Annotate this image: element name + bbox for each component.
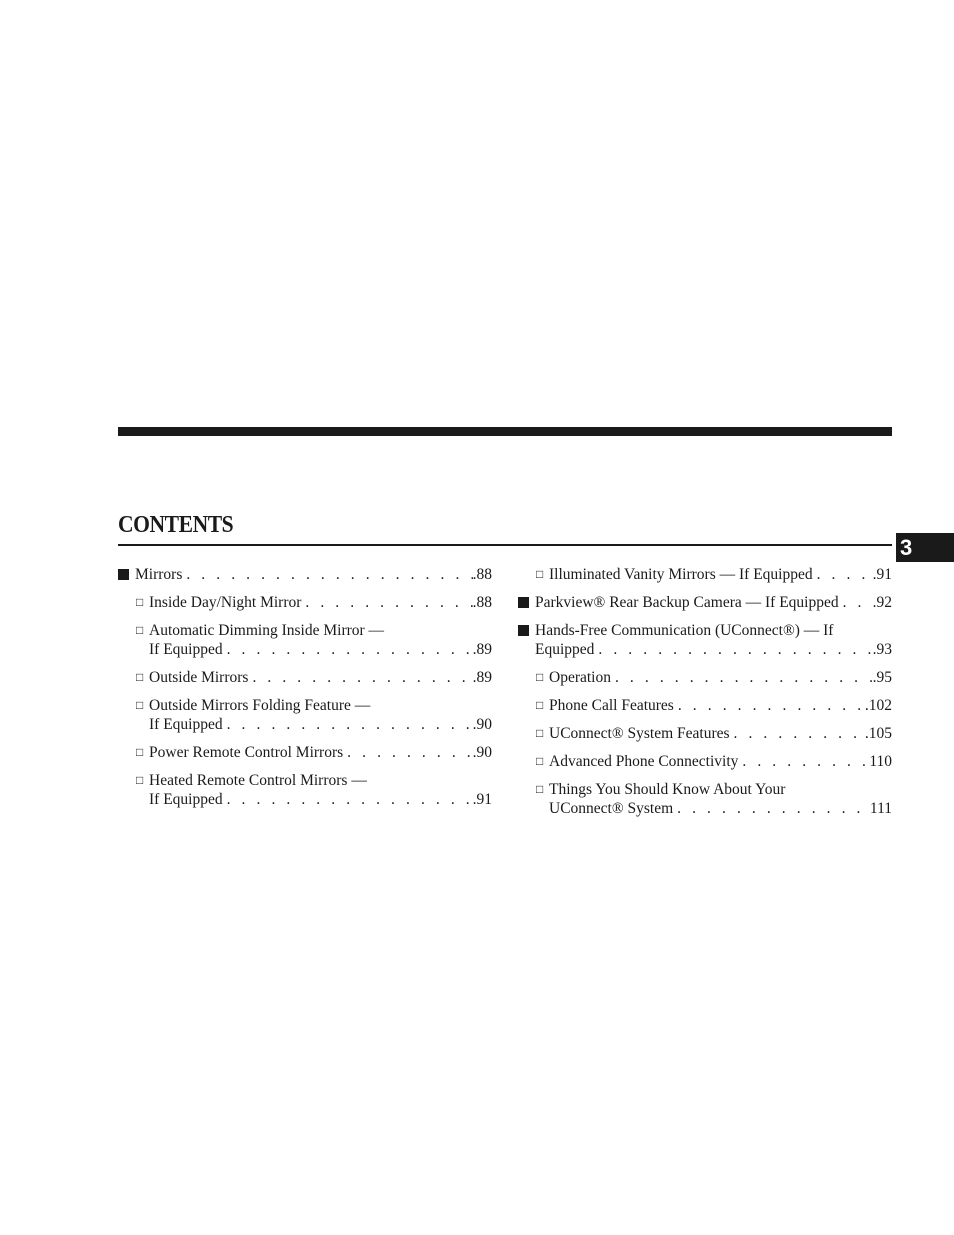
page-number: .88 bbox=[472, 566, 492, 583]
toc-right-column bbox=[518, 565, 892, 827]
toc-entry-text: Illuminated Vanity Mirrors — If Equipped bbox=[549, 566, 813, 583]
toc-entry-line bbox=[549, 696, 892, 715]
page-title: CONTENTS bbox=[118, 512, 234, 538]
toc-entry[interactable] bbox=[518, 696, 892, 715]
toc-entry-line bbox=[149, 743, 492, 762]
toc-entry-line bbox=[149, 696, 492, 715]
hollow-square-bullet-icon: □ bbox=[536, 754, 544, 768]
toc-entry-line bbox=[549, 565, 892, 584]
page-number: .92 bbox=[872, 594, 892, 611]
toc-entry[interactable] bbox=[518, 668, 892, 687]
dot-leader bbox=[813, 565, 873, 584]
filled-square-bullet-icon bbox=[518, 593, 530, 612]
page-number: .89 bbox=[472, 641, 492, 658]
page-number: .95 bbox=[872, 669, 892, 686]
toc-entry[interactable] bbox=[118, 593, 492, 612]
toc-entry[interactable] bbox=[118, 565, 492, 584]
hollow-square-bullet-icon: □ bbox=[136, 670, 144, 684]
hollow-square-bullet-icon: □ bbox=[136, 595, 144, 609]
toc-entry-text: If Equipped bbox=[149, 716, 223, 733]
toc-entry-line bbox=[549, 799, 892, 818]
toc-entry-text: If Equipped bbox=[149, 791, 223, 808]
toc-entry-line bbox=[549, 724, 892, 743]
title-rule bbox=[118, 544, 892, 546]
page-number: .91 bbox=[472, 791, 492, 808]
top-rule bbox=[118, 427, 892, 436]
toc-entry-line bbox=[149, 593, 492, 612]
toc-entry-line bbox=[149, 790, 492, 809]
hollow-square-bullet-icon: □ bbox=[536, 670, 544, 684]
toc-entry-text: Phone Call Features bbox=[549, 697, 674, 714]
toc-entry-line bbox=[149, 771, 492, 790]
dot-leader bbox=[594, 640, 872, 659]
toc-entry-text: Operation bbox=[549, 669, 611, 686]
hollow-square-bullet-icon: □ bbox=[136, 773, 144, 787]
chapter-tab: 3 bbox=[896, 533, 954, 562]
dot-leader bbox=[301, 593, 472, 612]
toc-entry-text: UConnect® System Features bbox=[549, 725, 730, 742]
toc-entry-text: Parkview® Rear Backup Camera — If Equipped bbox=[535, 594, 839, 611]
hollow-square-bullet-icon: □ bbox=[136, 745, 144, 759]
toc-entry-line bbox=[535, 593, 892, 612]
dot-leader bbox=[673, 799, 870, 818]
toc-entry-line bbox=[149, 715, 492, 734]
dot-leader bbox=[223, 640, 473, 659]
toc-entry-line bbox=[149, 640, 492, 659]
toc-entry[interactable] bbox=[518, 621, 892, 659]
toc-entry-text: Advanced Phone Connectivity bbox=[549, 753, 739, 770]
toc-entry-line bbox=[549, 668, 892, 687]
page-number: .93 bbox=[872, 641, 892, 658]
page-number: .88 bbox=[472, 594, 492, 611]
toc-entry[interactable] bbox=[518, 724, 892, 743]
hollow-square-bullet-icon: □ bbox=[536, 567, 544, 581]
toc-entry-text: Outside Mirrors bbox=[149, 669, 249, 686]
toc-entry[interactable] bbox=[518, 565, 892, 584]
toc-entry[interactable] bbox=[118, 621, 492, 659]
toc-entry[interactable] bbox=[518, 593, 892, 612]
hollow-square-bullet-icon: □ bbox=[536, 726, 544, 740]
page-number: 110 bbox=[869, 753, 892, 770]
hollow-square-bullet-icon: □ bbox=[536, 782, 544, 796]
filled-square-bullet-icon bbox=[118, 565, 130, 584]
toc-entry-text: Automatic Dimming Inside Mirror — bbox=[149, 622, 385, 639]
page-number: .102 bbox=[864, 697, 892, 714]
dot-leader bbox=[223, 790, 473, 809]
dot-leader bbox=[182, 565, 472, 584]
toc-entry[interactable] bbox=[118, 668, 492, 687]
toc-entry[interactable] bbox=[118, 771, 492, 809]
dot-leader bbox=[611, 668, 873, 687]
toc-entry-line bbox=[535, 640, 892, 659]
toc-entry-text: Equipped bbox=[535, 641, 595, 658]
toc-entry[interactable] bbox=[118, 743, 492, 762]
toc-entry-line bbox=[535, 621, 892, 640]
page-number: .90 bbox=[472, 716, 492, 733]
dot-leader bbox=[343, 743, 472, 762]
toc-entry[interactable] bbox=[518, 780, 892, 818]
hollow-square-bullet-icon: □ bbox=[536, 698, 544, 712]
page-number: 111 bbox=[869, 800, 892, 817]
page-number: .90 bbox=[472, 744, 492, 761]
toc-left-column bbox=[118, 565, 492, 818]
hollow-square-bullet-icon: □ bbox=[136, 698, 144, 712]
dot-leader bbox=[738, 752, 869, 771]
page-number: .89 bbox=[472, 669, 492, 686]
dot-leader bbox=[674, 696, 865, 715]
toc-entry-text: Power Remote Control Mirrors bbox=[149, 744, 344, 761]
toc-entry-text: Outside Mirrors Folding Feature — bbox=[149, 697, 371, 714]
toc-entry-line bbox=[549, 752, 892, 771]
page-number: .105 bbox=[864, 725, 892, 742]
toc-entry-line bbox=[149, 621, 492, 640]
toc-entry[interactable] bbox=[118, 696, 492, 734]
toc-entry[interactable] bbox=[518, 752, 892, 771]
toc-entry-text: UConnect® System bbox=[549, 800, 674, 817]
dot-leader bbox=[730, 724, 865, 743]
dot-leader bbox=[839, 593, 873, 612]
toc-entry-text: Hands-Free Communication (UConnect®) — If bbox=[535, 622, 834, 639]
toc-entry-text: Heated Remote Control Mirrors — bbox=[149, 772, 367, 789]
filled-square-bullet-icon bbox=[518, 621, 530, 640]
dot-leader bbox=[223, 715, 473, 734]
toc-entry-text: Things You Should Know About Your bbox=[549, 781, 786, 798]
toc-entry-line bbox=[135, 565, 492, 584]
toc-entry-line bbox=[549, 780, 892, 799]
toc-entry-text: Inside Day/Night Mirror bbox=[149, 594, 302, 611]
toc-entry-text: Mirrors bbox=[135, 566, 183, 583]
page-number: .91 bbox=[872, 566, 892, 583]
toc-entry-line bbox=[149, 668, 492, 687]
dot-leader bbox=[248, 668, 472, 687]
hollow-square-bullet-icon: □ bbox=[136, 623, 144, 637]
toc-entry-text: If Equipped bbox=[149, 641, 223, 658]
